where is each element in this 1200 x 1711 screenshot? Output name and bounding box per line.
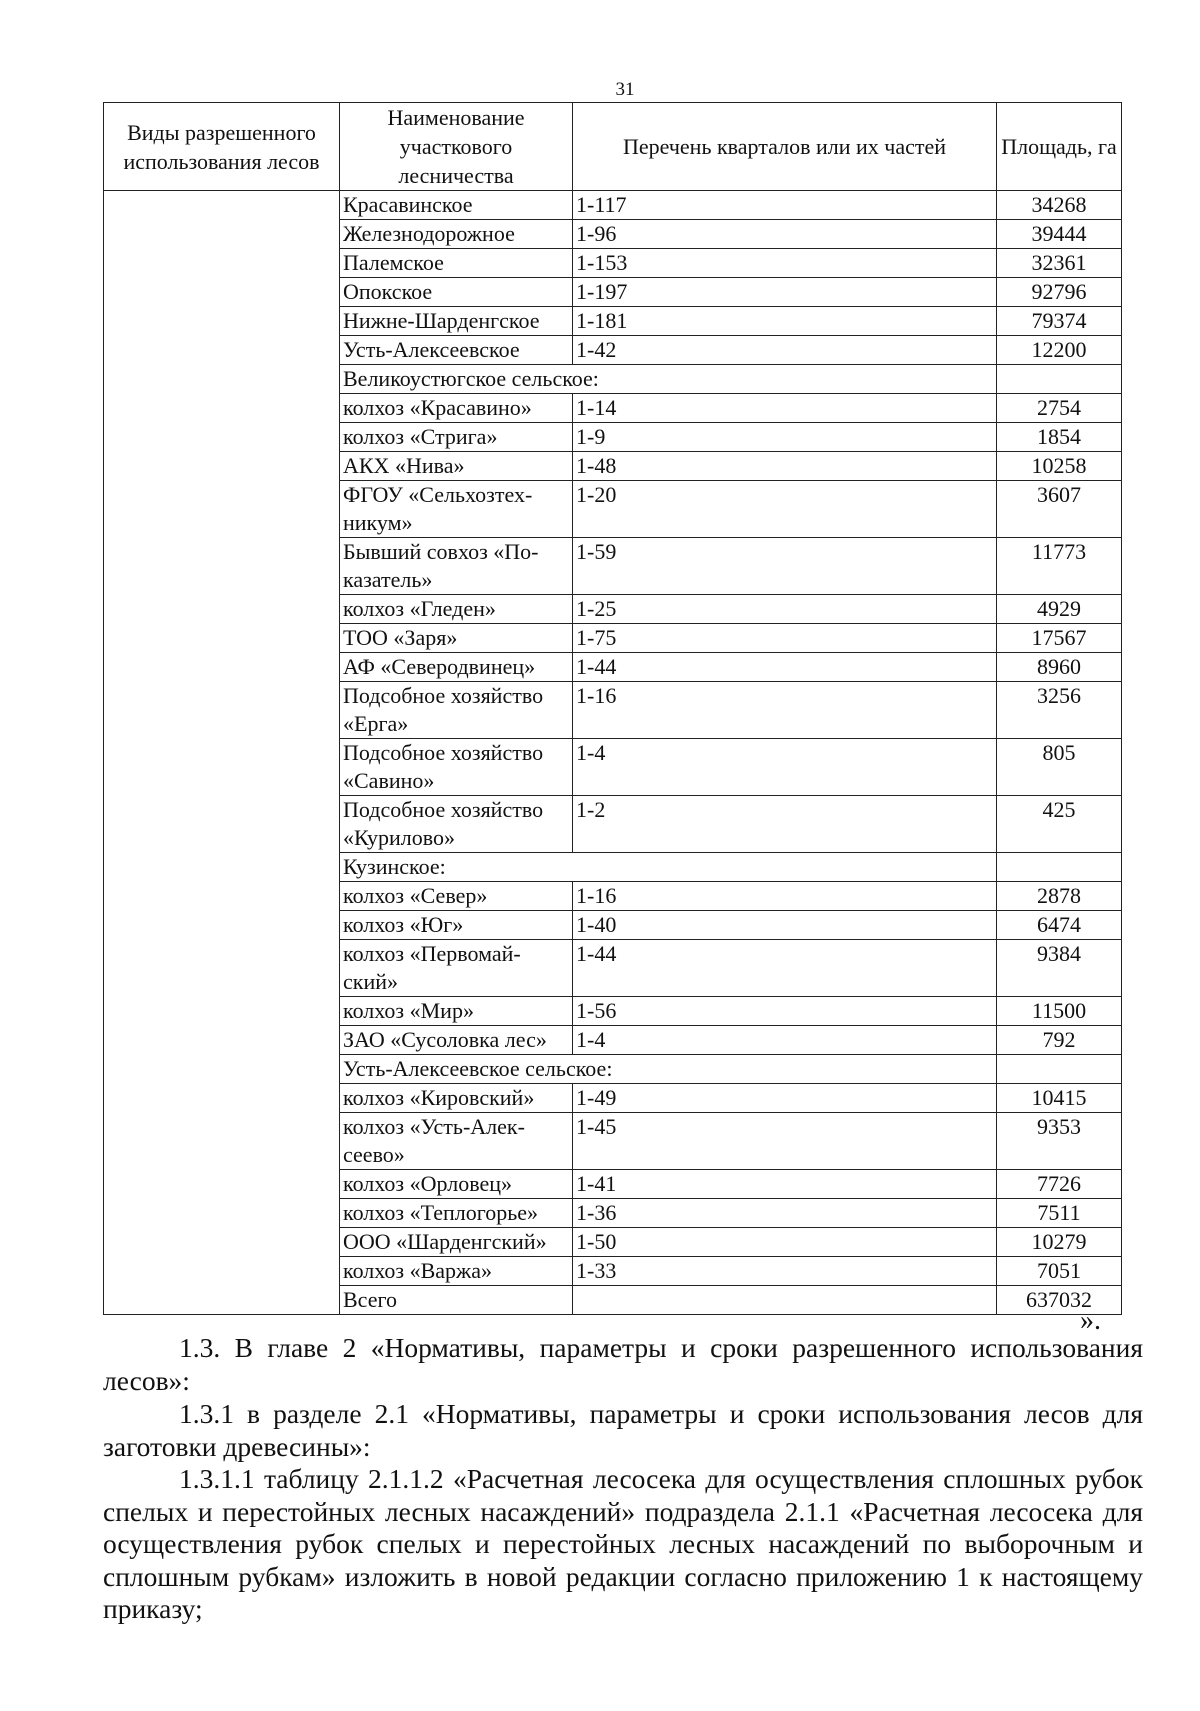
table-row	[104, 191, 1122, 220]
forestry-name: АКХ «Нива»	[340, 452, 573, 481]
quarters-cell: 1-42	[573, 336, 997, 365]
area-cell: 2878	[997, 882, 1122, 911]
quarters-cell: 1-44	[573, 940, 997, 997]
forestry-name: Усть-Алексеевское	[340, 336, 573, 365]
quarters-cell: 1-45	[573, 1113, 997, 1170]
forestry-name: колхоз «Гледен»	[340, 595, 573, 624]
header-area: Площадь, га	[997, 103, 1122, 191]
forestry-name: ТОО «Заря»	[340, 624, 573, 653]
header-forestry: Наименование участкового лесничества	[340, 103, 573, 191]
forestry-name: Подсобное хозяйство «Ерга»	[340, 682, 573, 739]
quarters-cell: 1-197	[573, 278, 997, 307]
table-header-row	[104, 103, 1122, 191]
area-cell	[997, 853, 1122, 882]
table-body	[104, 191, 1122, 1315]
area-cell: 1854	[997, 423, 1122, 452]
page-number: 31	[615, 79, 635, 100]
quarters-cell: 1-181	[573, 307, 997, 336]
paragraph-1-3: 1.3. В главе 2 «Нормативы, параметры и сроки разрешенного использования лесов»:	[103, 1332, 1143, 1396]
area-cell: 17567	[997, 624, 1122, 653]
forestry-name: колхоз «Юг»	[340, 911, 573, 940]
forestry-name: Красавинское	[340, 191, 573, 220]
forestry-name: ООО «Шарденгский»	[340, 1228, 573, 1257]
kind-cell	[104, 191, 340, 1315]
quarters-cell: 1-153	[573, 249, 997, 278]
forestry-name: ЗАО «Сусоловка лес»	[340, 1026, 573, 1055]
area-cell: 3256	[997, 682, 1122, 739]
area-cell: 2754	[997, 394, 1122, 423]
forestry-name: колхоз «Север»	[340, 882, 573, 911]
quarters-cell	[573, 1286, 997, 1315]
forestry-name: АФ «Северодвинец»	[340, 653, 573, 682]
forestry-name: колхоз «Орловец»	[340, 1170, 573, 1199]
forest-areas-table	[103, 102, 1122, 1315]
forestry-name: колхоз «Красавино»	[340, 394, 573, 423]
forestry-name: Опокское	[340, 278, 573, 307]
quarters-cell: 1-40	[573, 911, 997, 940]
area-cell: 10279	[997, 1228, 1122, 1257]
area-cell: 7726	[997, 1170, 1122, 1199]
quarters-cell: 1-14	[573, 394, 997, 423]
area-cell: 425	[997, 796, 1122, 853]
forestry-name: Всего	[340, 1286, 573, 1315]
area-cell	[997, 365, 1122, 394]
quarters-cell: 1-16	[573, 882, 997, 911]
area-cell: 11773	[997, 538, 1122, 595]
area-cell: 39444	[997, 220, 1122, 249]
quarters-cell: 1-117	[573, 191, 997, 220]
quarters-cell: 1-36	[573, 1199, 997, 1228]
section-name: Кузинское:	[340, 853, 997, 882]
area-cell: 7511	[997, 1199, 1122, 1228]
quarters-cell: 1-56	[573, 997, 997, 1026]
quarters-cell: 1-4	[573, 739, 997, 796]
forestry-name: Бывший совхоз «По- казатель»	[340, 538, 573, 595]
quarters-cell: 1-96	[573, 220, 997, 249]
header-kind: Виды разрешенного использования лесов	[104, 103, 340, 191]
section-name: Усть-Алексеевское сельское:	[340, 1055, 997, 1084]
closing-quote: ».	[1080, 1305, 1101, 1336]
forestry-name: Палемское	[340, 249, 573, 278]
area-cell: 3607	[997, 481, 1122, 538]
forestry-name: Нижне-Шарденгское	[340, 307, 573, 336]
forestry-name: Подсобное хозяйство «Савино»	[340, 739, 573, 796]
quarters-cell: 1-49	[573, 1084, 997, 1113]
area-cell	[997, 1055, 1122, 1084]
quarters-cell: 1-25	[573, 595, 997, 624]
area-cell: 10258	[997, 452, 1122, 481]
quarters-cell: 1-2	[573, 796, 997, 853]
forestry-name: колхоз «Варжа»	[340, 1257, 573, 1286]
quarters-cell: 1-33	[573, 1257, 997, 1286]
section-name: Великоустюгское сельское:	[340, 365, 997, 394]
area-cell: 11500	[997, 997, 1122, 1026]
quarters-cell: 1-44	[573, 653, 997, 682]
area-cell: 805	[997, 739, 1122, 796]
paragraph-1-3-1: 1.3.1 в разделе 2.1 «Нормативы, параметры и сроки использования лесов для заготовки древесины»:	[103, 1398, 1143, 1462]
area-cell: 7051	[997, 1257, 1122, 1286]
area-cell: 792	[997, 1026, 1122, 1055]
forestry-name: колхоз «Кировский»	[340, 1084, 573, 1113]
header-quarters: Перечень кварталов или их частей	[573, 103, 997, 191]
quarters-cell: 1-48	[573, 452, 997, 481]
area-cell: 10415	[997, 1084, 1122, 1113]
quarters-cell: 1-20	[573, 481, 997, 538]
forestry-name: колхоз «Стрига»	[340, 423, 573, 452]
area-cell: 9353	[997, 1113, 1122, 1170]
quarters-cell: 1-4	[573, 1026, 997, 1055]
quarters-cell: 1-59	[573, 538, 997, 595]
forestry-name: Железнодорожное	[340, 220, 573, 249]
area-cell: 637032	[997, 1286, 1122, 1315]
forestry-name: колхоз «Теплогорье»	[340, 1199, 573, 1228]
area-cell: 9384	[997, 940, 1122, 997]
forestry-name: Подсобное хозяйство «Курилово»	[340, 796, 573, 853]
area-cell: 79374	[997, 307, 1122, 336]
quarters-cell: 1-16	[573, 682, 997, 739]
forestry-name: колхоз «Мир»	[340, 997, 573, 1026]
area-cell: 8960	[997, 653, 1122, 682]
quarters-cell: 1-41	[573, 1170, 997, 1199]
forestry-name: колхоз «Усть-Алек- сеево»	[340, 1113, 573, 1170]
area-cell: 92796	[997, 278, 1122, 307]
quarters-cell: 1-50	[573, 1228, 997, 1257]
area-cell: 32361	[997, 249, 1122, 278]
area-cell: 12200	[997, 336, 1122, 365]
forestry-name: ФГОУ «Сельхозтех- никум»	[340, 481, 573, 538]
area-cell: 34268	[997, 191, 1122, 220]
area-cell: 6474	[997, 911, 1122, 940]
forestry-name: колхоз «Первомай- ский»	[340, 940, 573, 997]
quarters-cell: 1-75	[573, 624, 997, 653]
quarters-cell: 1-9	[573, 423, 997, 452]
area-cell: 4929	[997, 595, 1122, 624]
paragraph-1-3-1-1: 1.3.1.1 таблицу 2.1.1.2 «Расчетная лесосека для осуществления сплошных рубок спелых и перестойных лесных насаждений» подраздела 2.1.1 «Расчетная лесосека для осуществления рубок спелых и перестойных лесных насаждений по выборочным и сплошным рубкам» изложить в новой редакции согласно приложению 1 к настоящему приказу;	[103, 1463, 1143, 1624]
